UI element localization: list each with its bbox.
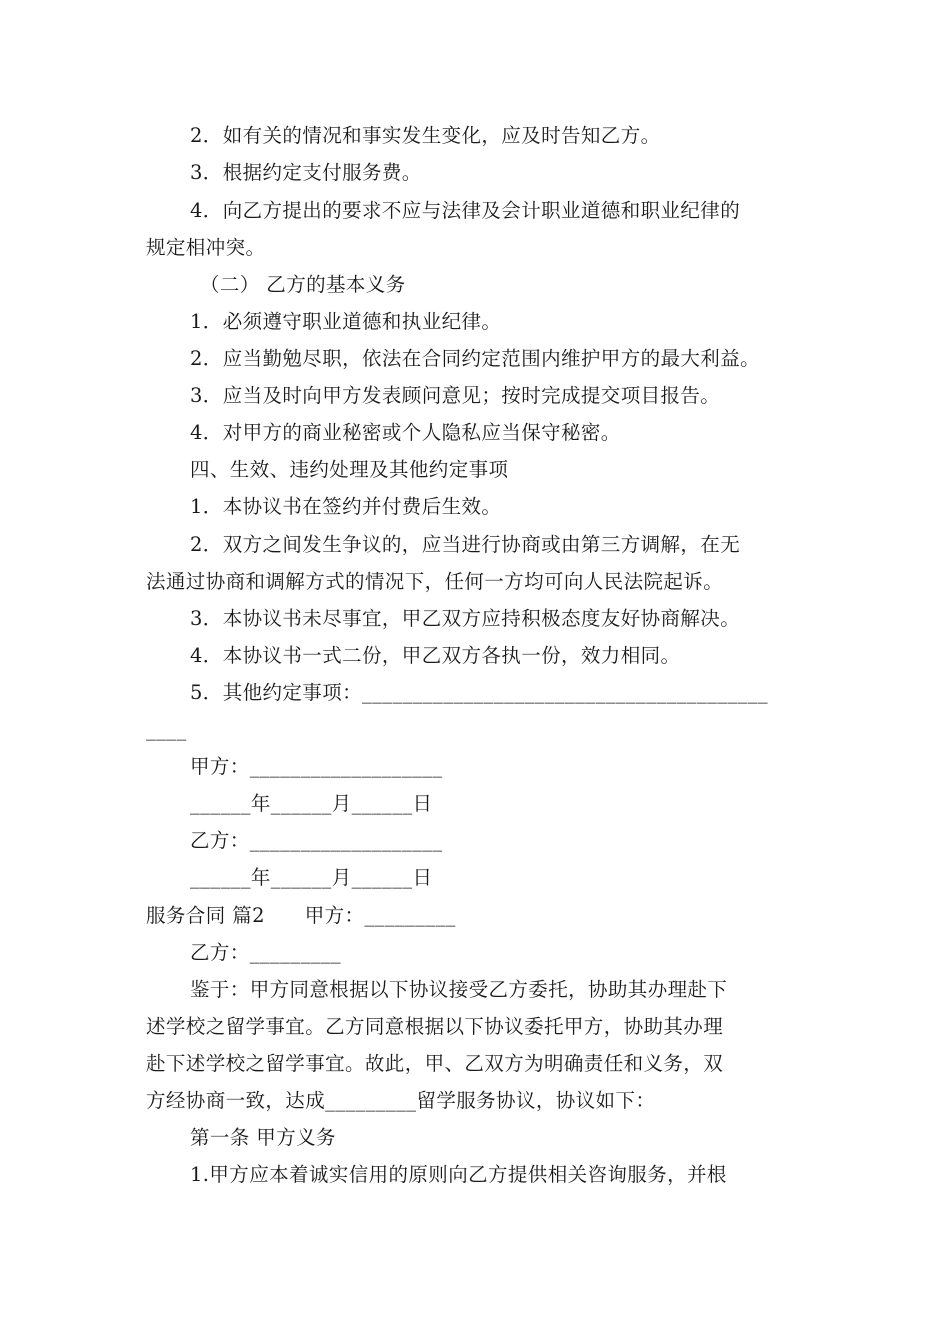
- text-line: ____: [146, 718, 187, 741]
- text-line: 1.甲方应本着诚实信用的原则向乙方提供相关咨询服务，并根: [190, 1163, 727, 1186]
- signature-date: ______年______月______日: [190, 866, 433, 889]
- text-line: 2．应当勤勉尽职，依法在合同约定范围内维护甲方的最大利益。: [190, 347, 761, 370]
- text-line: 2．如有关的情况和事实发生变化，应及时告知乙方。: [190, 124, 661, 147]
- text-line: 鉴于：甲方同意根据以下协议接受乙方委托，协助其办理赴下: [190, 978, 728, 1001]
- text-line: 赴下述学校之留学事宜。故此，甲、乙双方为明确责任和义务，双: [146, 1052, 724, 1075]
- article-heading: 第一条 甲方义务: [190, 1126, 336, 1149]
- signature-date: ______年______月______日: [190, 792, 433, 815]
- contract-title: 服务合同 篇2 甲方：_________: [146, 904, 456, 927]
- text-line: 1．必须遵守职业道德和执业纪律。: [190, 310, 502, 333]
- text-line: 1．本协议书在签约并付费后生效。: [190, 495, 502, 518]
- text-line: 4．向乙方提出的要求不应与法律及会计职业道德和职业纪律的: [190, 199, 741, 222]
- text-line: 3．应当及时向甲方发表顾问意见；按时完成提交项目报告。: [190, 384, 721, 407]
- text-line: 3．根据约定支付服务费。: [190, 161, 422, 184]
- text-line: 规定相冲突。: [146, 236, 266, 259]
- text-line: 2．双方之间发生争议的，应当进行协商或由第三方调解，在无: [190, 533, 741, 556]
- text-line: 4．本协议书一式二份，甲乙双方各执一份，效力相同。: [190, 644, 681, 667]
- text-line: 5．其他约定事项：________________________________________: [190, 681, 769, 704]
- section-heading: 四、生效、违约处理及其他约定事项: [190, 458, 509, 481]
- text-line: 方经协商一致，达成_________留学服务协议，协议如下：: [146, 1089, 656, 1112]
- text-line: 法通过协商和调解方式的情况下，任何一方均可向人民法院起诉。: [146, 570, 724, 593]
- section-heading: （二） 乙方的基本义务: [200, 273, 406, 296]
- signature-party-a: 甲方：___________________: [190, 755, 443, 778]
- text-line: 3．本协议书未尽事宜，甲乙双方应持积极态度友好协商解决。: [190, 607, 741, 630]
- text-line: 述学校之留学事宜。乙方同意根据以下协议委托甲方，协助其办理: [146, 1015, 724, 1038]
- signature-party-b: 乙方：___________________: [190, 829, 443, 852]
- text-line: 乙方：_________: [190, 941, 342, 964]
- text-line: 4．对甲方的商业秘密或个人隐私应当保守秘密。: [190, 421, 621, 444]
